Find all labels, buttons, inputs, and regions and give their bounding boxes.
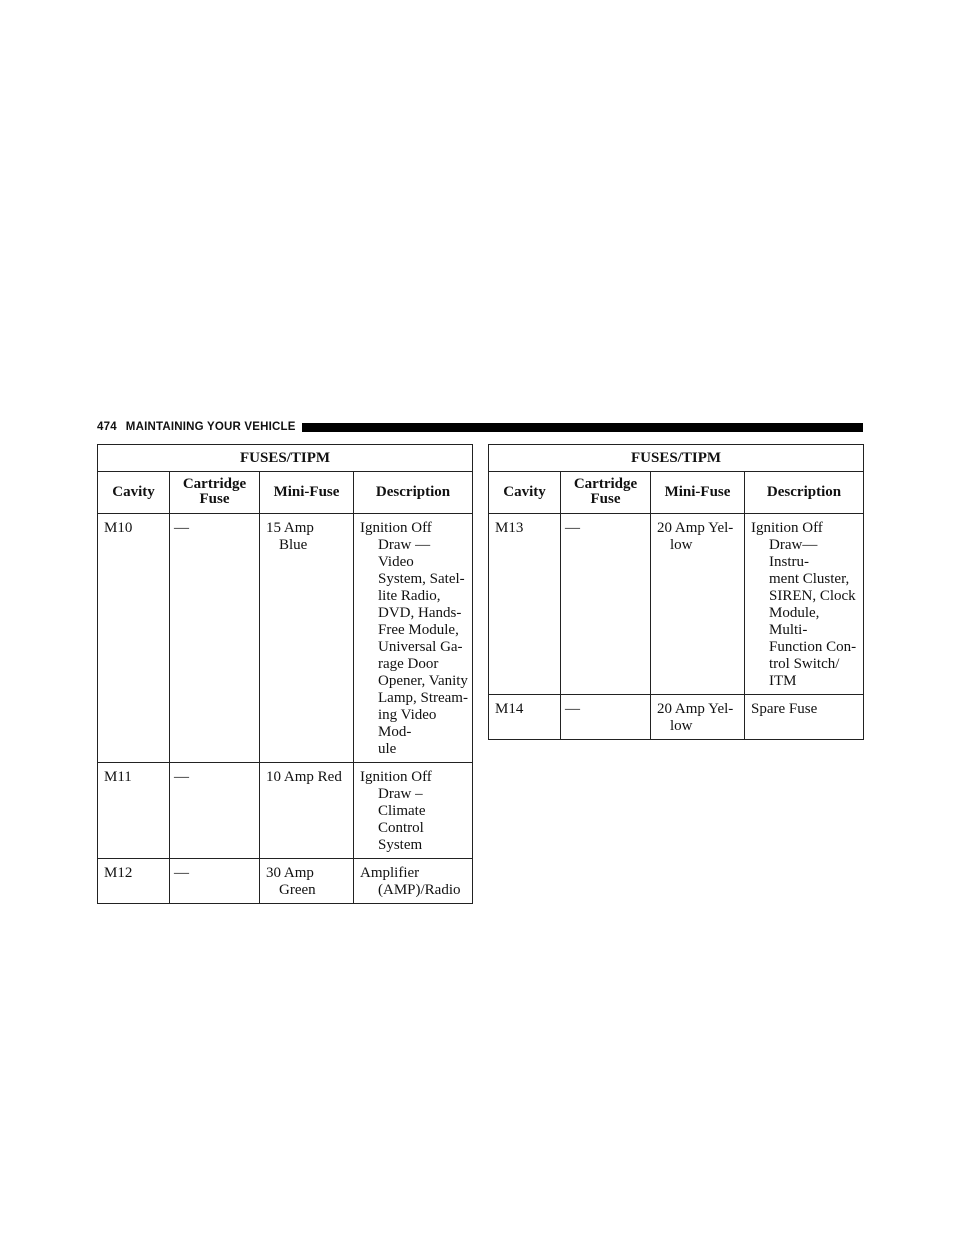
table-row — [489, 514, 864, 695]
table-title: FUSES/TIPM — [489, 445, 864, 472]
cavity-cell: M12 — [98, 859, 170, 904]
mini-fuse-cell — [651, 514, 745, 695]
cavity-cell: M10 — [98, 514, 170, 763]
column-header-description: Description — [745, 472, 864, 514]
table-header-row — [489, 472, 864, 514]
mini-fuse-cell — [260, 859, 354, 904]
description-cell-text: Amplifier (AMP)/Radio — [360, 865, 461, 898]
column-header-mini-fuse: Mini-Fuse — [260, 472, 354, 514]
table-row — [98, 514, 473, 763]
header-rule — [302, 423, 863, 432]
table-title: FUSES/TIPM — [98, 445, 473, 472]
cartridge-fuse-cell: — — [170, 763, 260, 859]
description-cell-text: Ignition Off Draw — Video System, Satel- lite Radio, DVD, Hands- Free Module, Universal Ga- rage Door Opener, Vanity Lamp, Stream- ing Video Mod- ule — [360, 520, 468, 757]
column-header-mini-fuse: Mini-Fuse — [651, 472, 745, 514]
cartridge-fuse-cell: — — [170, 859, 260, 904]
description-cell — [745, 514, 864, 695]
column-header-cavity: Cavity — [98, 472, 170, 514]
mini-fuse-cell — [260, 514, 354, 763]
cavity-cell: M14 — [489, 695, 561, 740]
table-row — [98, 763, 473, 859]
table-body — [98, 514, 473, 904]
mini-fuse-cell-text: 20 Amp Yel- low — [657, 701, 734, 734]
description-cell-text: Ignition Off Draw – Climate Control System — [360, 769, 432, 853]
column-header-cartridge-fuse: Cartridge Fuse — [170, 472, 260, 514]
column-header-cavity: Cavity — [489, 472, 561, 514]
page-header — [97, 418, 863, 436]
fuse-table-left — [97, 444, 473, 904]
table-row — [98, 859, 473, 904]
page-number: 474 — [97, 421, 117, 433]
table-body — [489, 514, 864, 740]
mini-fuse-cell-text: 10 Amp Red — [266, 769, 342, 785]
table-header-row — [98, 472, 473, 514]
cartridge-fuse-cell: — — [561, 514, 651, 695]
description-cell-text: Spare Fuse — [751, 701, 818, 717]
description-cell — [745, 695, 864, 740]
cartridge-fuse-cell: — — [561, 695, 651, 740]
column-header-cartridge-fuse: Cartridge Fuse — [561, 472, 651, 514]
table-row — [489, 695, 864, 740]
mini-fuse-cell-text: 30 Amp Green — [266, 865, 316, 898]
mini-fuse-cell-text: 20 Amp Yel- low — [657, 520, 734, 553]
cavity-cell: M13 — [489, 514, 561, 695]
cartridge-fuse-cell: — — [170, 514, 260, 763]
column-header-description: Description — [354, 472, 473, 514]
description-cell-text: Ignition Off Draw— Instru- ment Cluster, SIREN, Clock Module, Multi- Function Con- trol Switch/ ITM — [751, 520, 857, 689]
description-cell — [354, 514, 473, 763]
description-cell — [354, 859, 473, 904]
mini-fuse-cell — [651, 695, 745, 740]
mini-fuse-cell-text: 15 Amp Blue — [266, 520, 314, 553]
section-title: MAINTAINING YOUR VEHICLE — [125, 421, 296, 433]
cavity-cell: M11 — [98, 763, 170, 859]
mini-fuse-cell — [260, 763, 354, 859]
fuse-table-right — [488, 444, 864, 740]
description-cell — [354, 763, 473, 859]
